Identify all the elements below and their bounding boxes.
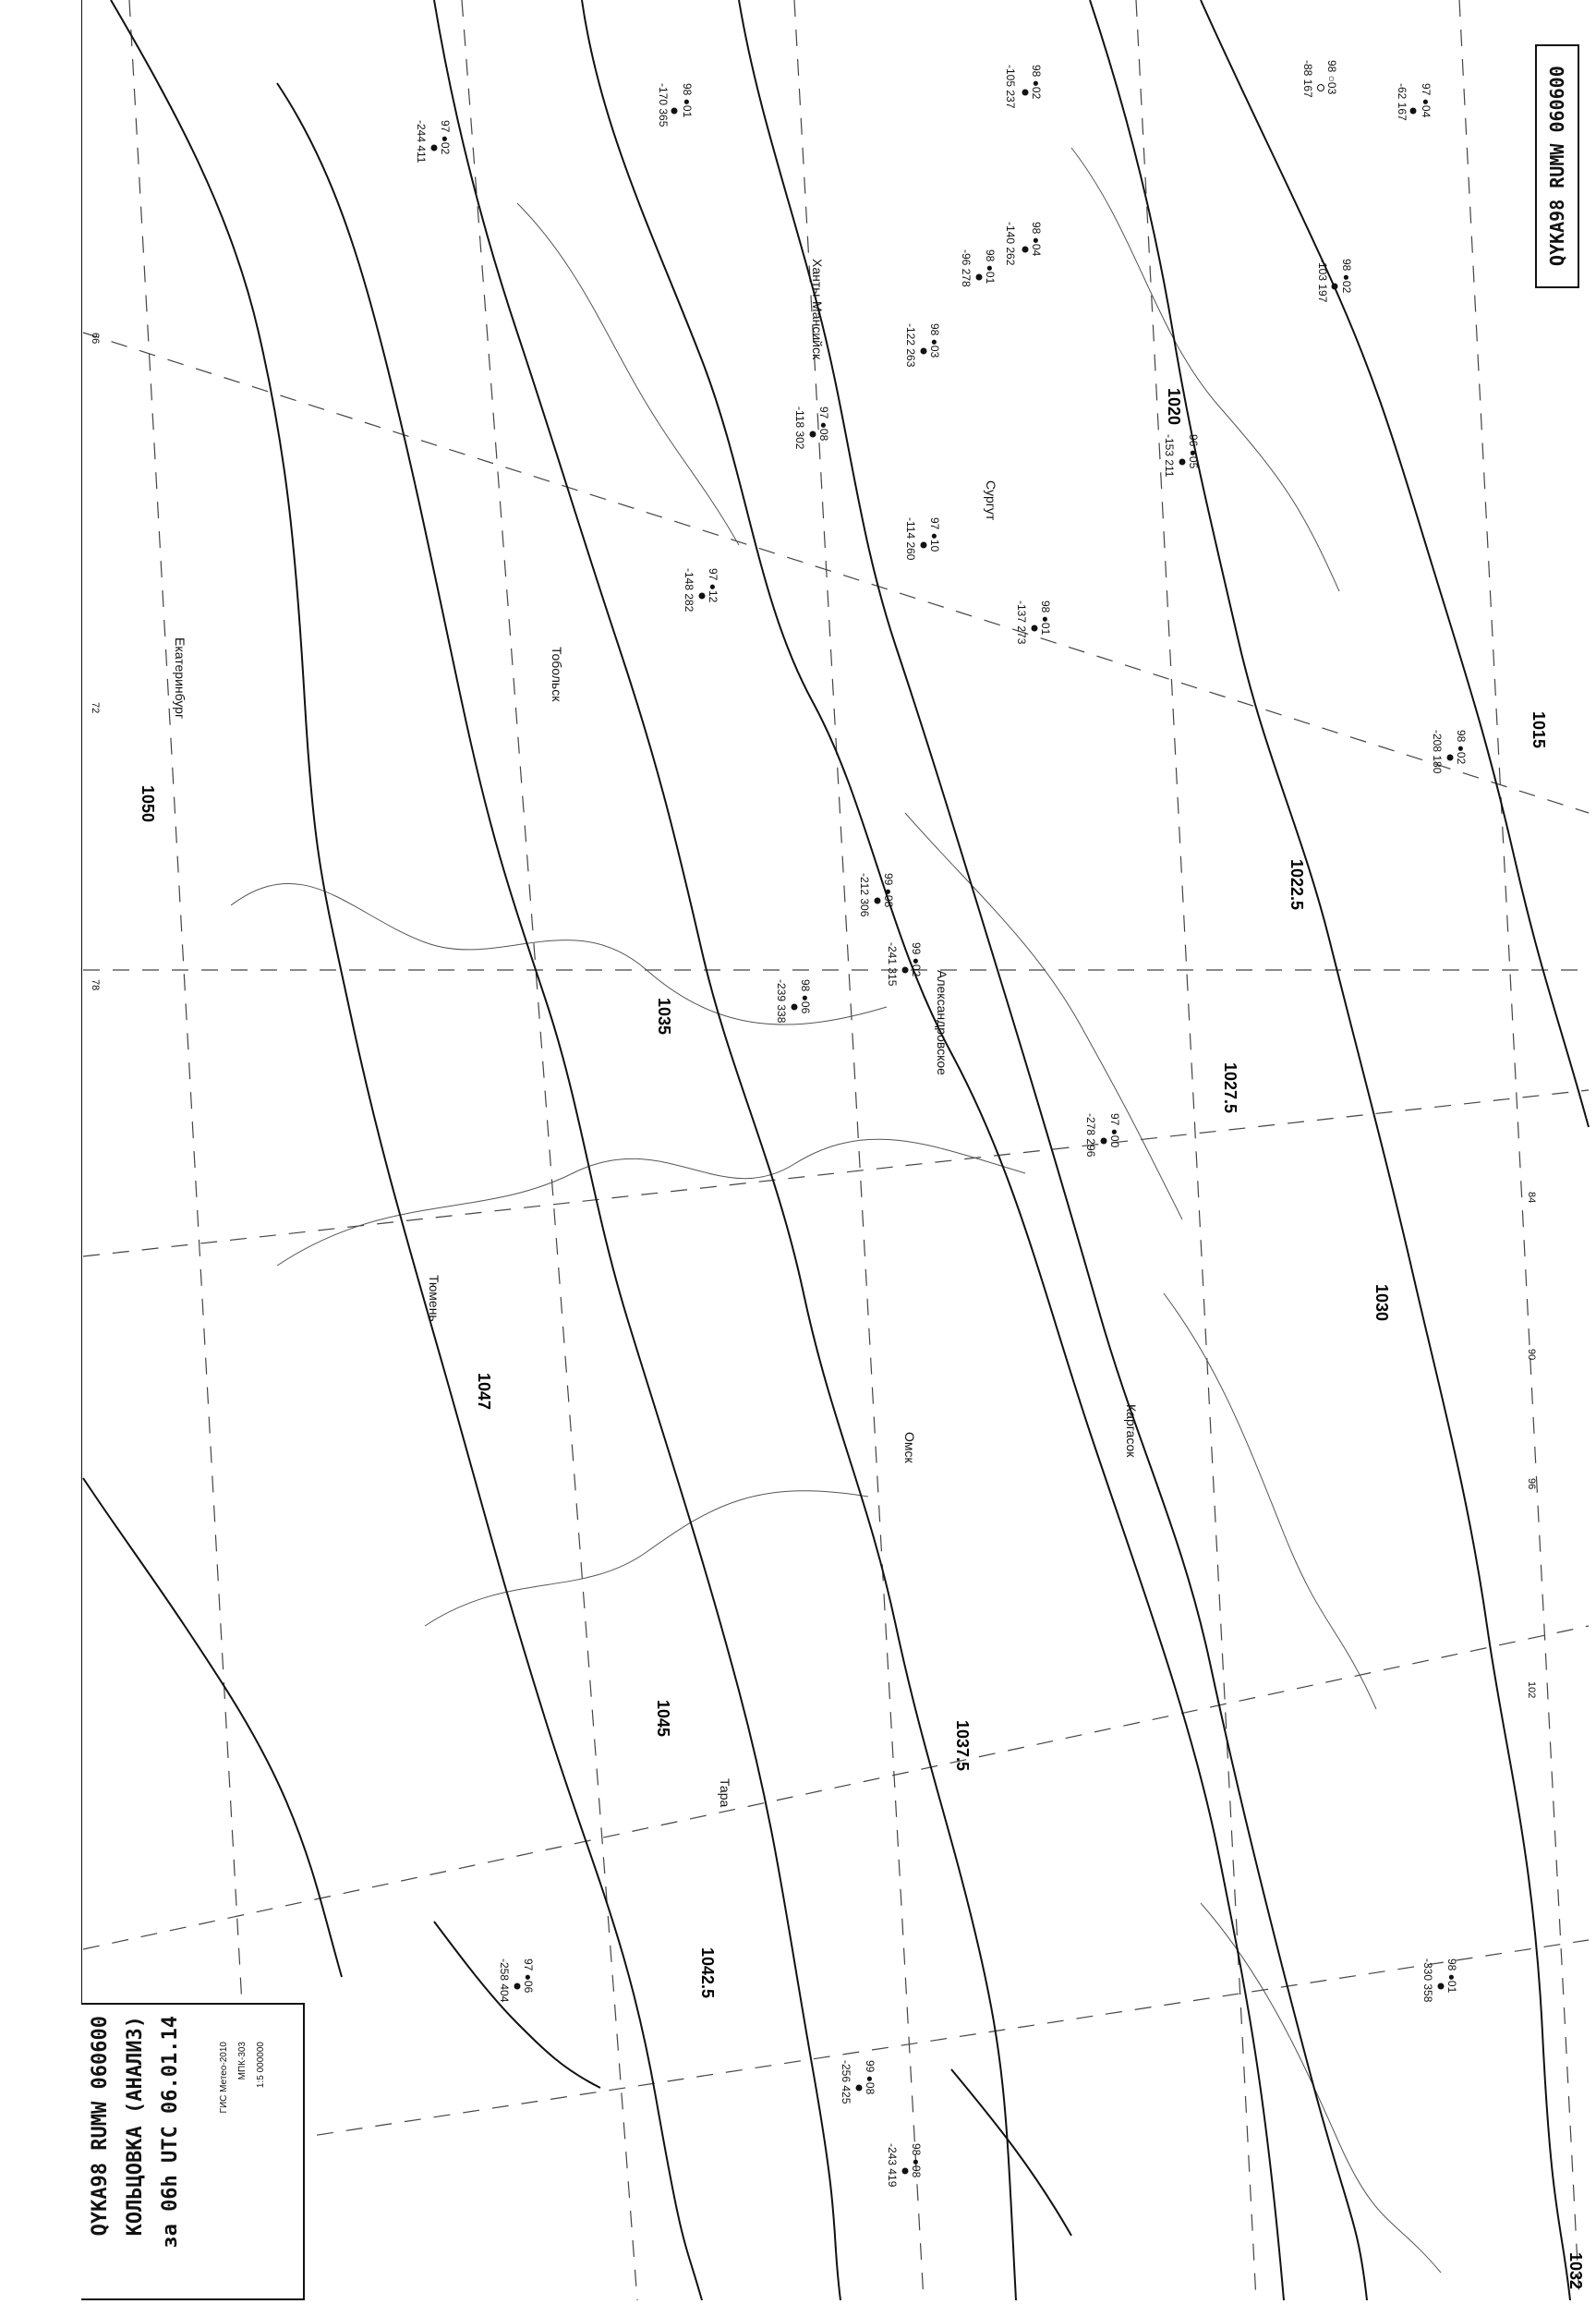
station-value: 97 ●02 [439, 120, 452, 155]
grid-label: 66 [90, 333, 101, 345]
grid-label: 84 [1526, 1192, 1537, 1204]
station-value: 97 ●12 [707, 568, 719, 603]
isobars [83, 0, 1589, 2300]
station-value: 98 ●06 [799, 979, 812, 1014]
isobar-label: 1037.5 [953, 1720, 972, 1772]
station-plot [858, 873, 895, 917]
station-value: 98 ●02 [1455, 730, 1468, 765]
station-value: 97 ●00 [1108, 1113, 1121, 1148]
station-code: -153 211 [1163, 434, 1176, 478]
station-value: 98 ●02 [1030, 65, 1043, 100]
station-plot [1163, 434, 1200, 478]
map-frame-line [81, 0, 82, 2300]
station-value: 98 ●08 [910, 2143, 923, 2178]
station-value: 98 ●01 [1445, 1958, 1458, 1994]
isobar-label: 1035 [655, 998, 673, 1036]
isobar-label: 1032 [1566, 2252, 1585, 2290]
isobar-label: 1042.5 [698, 1947, 717, 1999]
grid-label: 90 [1526, 1349, 1537, 1361]
title-time: за 06h UTC 06.01.14 [159, 2016, 182, 2249]
grid-label: 72 [90, 702, 101, 714]
isobar-label: 1022.5 [1288, 859, 1306, 911]
place-name: Ханты-Мансийск [810, 259, 825, 360]
station-code: -258 404 [498, 1958, 511, 2003]
place-name: Екатеринбург [173, 637, 187, 720]
station-plot [775, 979, 812, 1024]
isobar-label: 1020 [1165, 388, 1183, 426]
title-code: QYKA98 RUMW 060600 [89, 2016, 112, 2237]
station-value: 96 ●05 [1187, 434, 1200, 469]
station-plot [1084, 1113, 1121, 1158]
station-plot [840, 2060, 877, 2104]
station-code: -137 273 [1015, 600, 1028, 645]
isobar-label: 1050 [139, 785, 157, 823]
credit-line: МПК-303 [237, 2042, 248, 2080]
geography [231, 148, 1441, 2273]
station-value: 98 ●02 [1340, 259, 1353, 294]
station-value: 99 ●08 [882, 873, 895, 908]
station-code: -212 306 [858, 873, 871, 917]
station-code: -244 411 [415, 120, 428, 164]
station-code: -170 365 [657, 83, 670, 127]
title-name: КОЛЬЦОВКА (АНАЛИЗ) [124, 2016, 147, 2237]
station-plot [1004, 222, 1043, 266]
station-code: -122 263 [904, 323, 917, 368]
station-code: -278 296 [1084, 1113, 1097, 1158]
station-plot [1396, 83, 1433, 121]
place-name: Каргасок [1124, 1404, 1139, 1458]
station-value: 97 ●10 [928, 517, 941, 552]
station-value: 97 ●04 [1420, 83, 1433, 118]
grid-label: 102 [1526, 1681, 1537, 1699]
station-code: -118 302 [793, 406, 806, 450]
station-value: 97 ●06 [522, 1958, 535, 1994]
station-code: -140 262 [1004, 222, 1017, 266]
station-code: -330 358 [1421, 1958, 1434, 2003]
station-plot [1301, 60, 1338, 98]
place-name: Омск [902, 1432, 917, 1463]
station-plot [1004, 65, 1043, 109]
station-value: 97 ●08 [817, 406, 830, 442]
grid-label: 96 [1526, 1478, 1537, 1490]
station-plot [657, 83, 694, 127]
isobar-label: 1047 [475, 1373, 493, 1411]
station-plot [960, 249, 997, 287]
place-name: Тобольск [550, 647, 564, 702]
place-name: Тюмень [427, 1275, 441, 1322]
station-value: 98 ●04 [1030, 222, 1043, 257]
isobar-label: 1027.5 [1221, 1062, 1239, 1114]
station-plot [498, 1958, 535, 2003]
station-code: -88 167 [1301, 60, 1314, 98]
grid-label: 78 [90, 979, 101, 991]
station-code: -103 197 [1316, 259, 1329, 303]
station-code: -96 278 [960, 249, 973, 287]
isobar-label: 1015 [1530, 711, 1548, 749]
station-group [415, 60, 1468, 2188]
map-code-box [1535, 44, 1579, 288]
station-code: -62 167 [1396, 83, 1409, 121]
station-code: -243 419 [886, 2143, 899, 2188]
title-block [81, 2003, 305, 2300]
map-code: QYKA98 RUMW 060600 [1546, 66, 1568, 267]
station-plot [1316, 259, 1353, 303]
place-name: Тара [718, 1778, 732, 1808]
station-plot [1015, 600, 1052, 645]
station-plot [1421, 1958, 1458, 2003]
station-value: 98 ○03 [1325, 60, 1338, 95]
station-value: 98 ●01 [681, 83, 694, 118]
station-code: -208 180 [1431, 730, 1444, 774]
station-code: -239 338 [775, 979, 788, 1024]
station-plot [793, 406, 830, 450]
station-value: 99 ●08 [864, 2060, 877, 2095]
station-plot [415, 120, 452, 164]
station-code: -256 425 [840, 2060, 852, 2104]
station-plot [886, 2143, 923, 2188]
station-code: -148 282 [683, 568, 695, 612]
credit-line: 1:5 000000 [256, 2042, 266, 2089]
station-plot [904, 323, 941, 368]
credit-line: ГИС Метео-2010 [219, 2042, 229, 2114]
place-name: Сургут [984, 480, 998, 521]
station-plot [683, 568, 719, 612]
isobar-label: 1030 [1372, 1284, 1391, 1322]
place-name: Александровское [935, 970, 949, 1075]
station-value: 99 ●02 [910, 942, 923, 977]
graticule [83, 0, 1589, 2300]
station-value: 98 ●01 [1039, 600, 1052, 636]
station-code: -114 260 [904, 517, 917, 561]
station-code: -241 315 [886, 942, 899, 987]
isobar-label: 1045 [654, 1700, 672, 1738]
grid-label-group [90, 333, 1537, 1698]
station-plot [904, 517, 941, 561]
station-value: 98 ●03 [928, 323, 941, 358]
station-code: -105 237 [1004, 65, 1017, 109]
station-plot [1431, 730, 1468, 774]
isobar-label-group [139, 388, 1585, 2289]
station-value: 98 ●01 [984, 249, 997, 285]
